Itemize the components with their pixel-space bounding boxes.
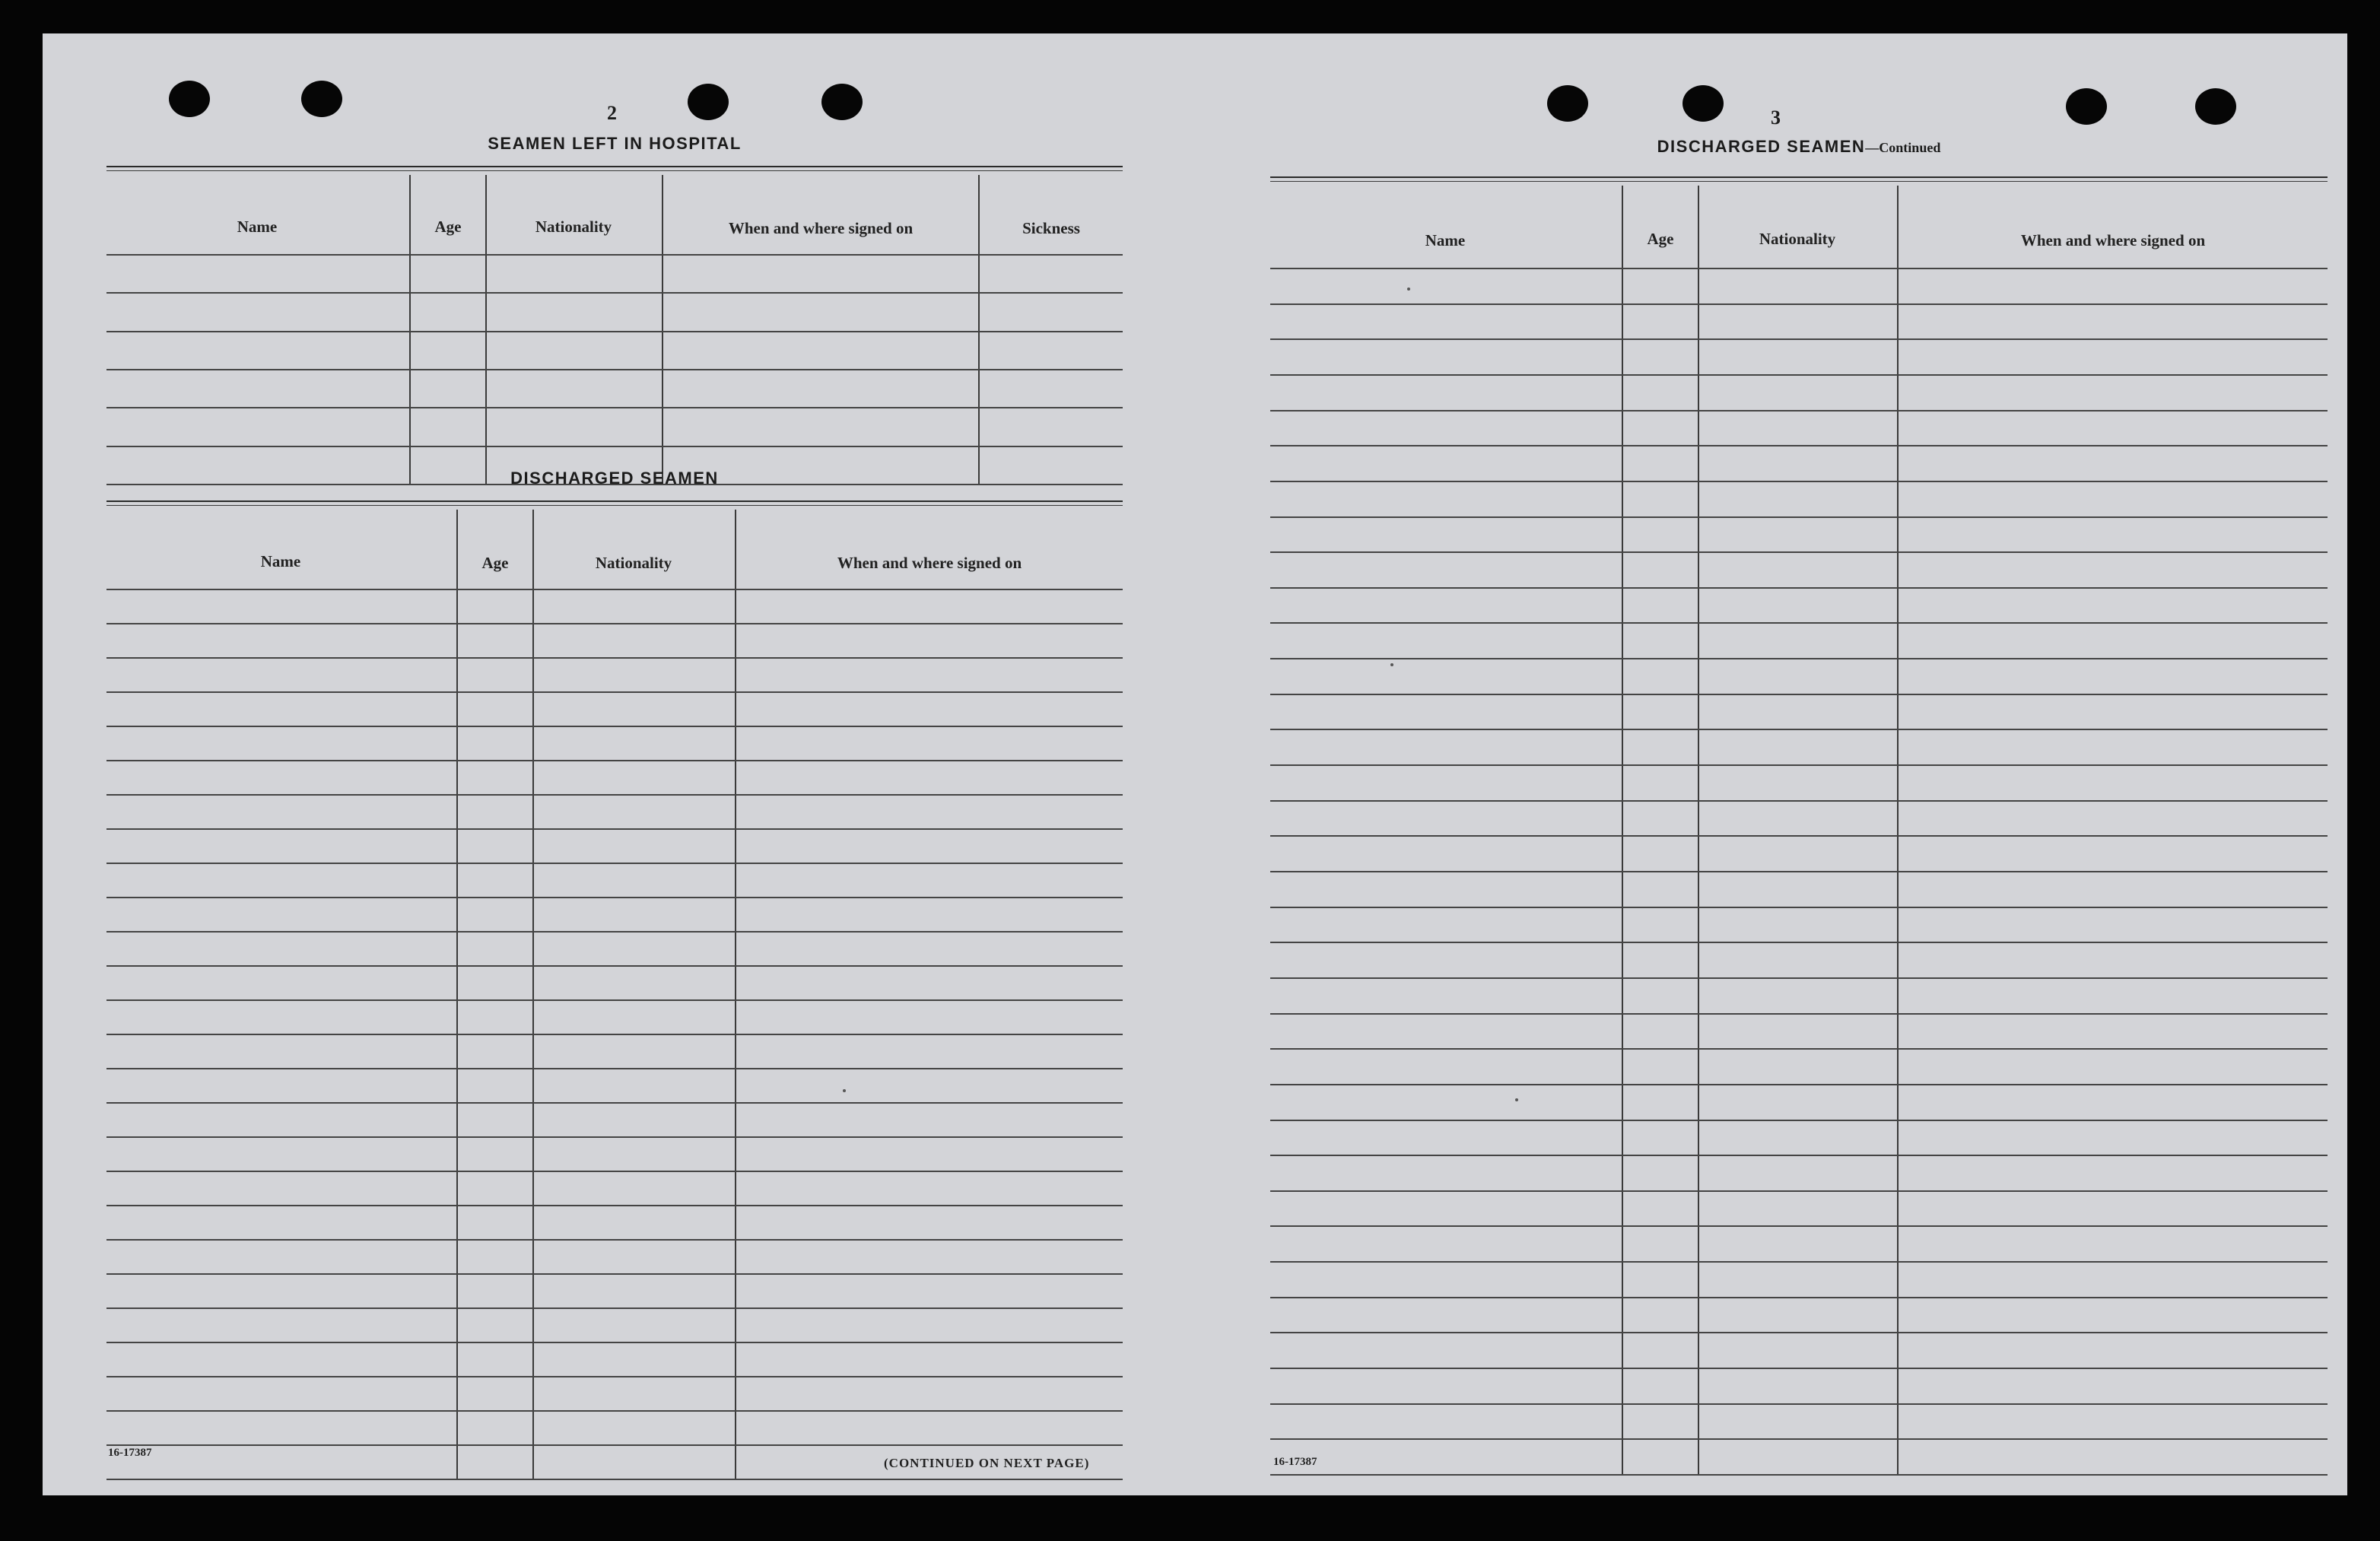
- table-row[interactable]: [106, 1307, 1123, 1309]
- table-row[interactable]: [1270, 445, 2328, 446]
- discharged-table-right: [1270, 186, 2328, 1474]
- punch-hole: [1547, 85, 1588, 122]
- discharged-section-title: DISCHARGED SEAMEN: [510, 469, 719, 488]
- header-underline: [1270, 268, 2328, 269]
- column-divider: [532, 510, 534, 1479]
- col-header-age: Age: [434, 218, 462, 236]
- title-rule: [1270, 176, 2328, 178]
- col-header-signed-on: When and where signed on: [837, 554, 1022, 572]
- form-code-right: 16-17387: [1273, 1456, 1317, 1468]
- hospital-table: [106, 175, 1123, 490]
- page-number-right: 3: [1771, 106, 1781, 129]
- table-row[interactable]: [1270, 1225, 2328, 1227]
- paper-speck: [843, 1089, 846, 1092]
- table-row[interactable]: [106, 863, 1123, 864]
- title-rule: [106, 500, 1123, 502]
- column-divider: [662, 175, 663, 484]
- punch-hole: [821, 84, 863, 120]
- column-divider: [978, 175, 980, 484]
- col-header-signed-on: When and where signed on: [2020, 231, 2206, 249]
- table-row[interactable]: [106, 1205, 1123, 1206]
- table-row[interactable]: [1270, 410, 2328, 411]
- table-row[interactable]: [106, 1376, 1123, 1377]
- table-row[interactable]: [106, 760, 1123, 761]
- table-row[interactable]: [1270, 658, 2328, 659]
- table-row[interactable]: [1270, 1120, 2328, 1121]
- table-row[interactable]: [1270, 303, 2328, 305]
- form-code-left: 16-17387: [108, 1447, 152, 1459]
- title-rule: [106, 166, 1123, 167]
- table-row[interactable]: [106, 1171, 1123, 1172]
- table-row[interactable]: [106, 897, 1123, 898]
- table-row[interactable]: [106, 1136, 1123, 1138]
- table-row[interactable]: [1270, 481, 2328, 482]
- column-divider: [1622, 186, 1623, 1474]
- hospital-section-title: SEAMEN LEFT IN HOSPITAL: [488, 134, 742, 153]
- table-row[interactable]: [106, 691, 1123, 693]
- column-divider: [735, 510, 736, 1479]
- table-row[interactable]: [1270, 694, 2328, 695]
- col-header-age: Age: [1647, 230, 1674, 248]
- col-header-name: Name: [1425, 231, 1466, 249]
- table-row[interactable]: [1270, 1297, 2328, 1298]
- table-row[interactable]: [106, 407, 1123, 408]
- col-header-nationality: Nationality: [595, 554, 672, 572]
- table-row[interactable]: [1270, 516, 2328, 518]
- table-row[interactable]: [1270, 1190, 2328, 1192]
- table-row[interactable]: [106, 999, 1123, 1001]
- punch-hole: [2066, 88, 2107, 125]
- table-row[interactable]: [106, 1239, 1123, 1241]
- table-row[interactable]: [106, 369, 1123, 370]
- table-row[interactable]: [1270, 800, 2328, 802]
- table-row[interactable]: [1270, 1048, 2328, 1050]
- table-row[interactable]: [106, 446, 1123, 447]
- continued-suffix: —Continued: [1865, 140, 1941, 155]
- col-header-nationality: Nationality: [1759, 230, 1836, 248]
- punch-hole: [169, 81, 210, 117]
- punch-hole: [301, 81, 342, 117]
- table-row[interactable]: [106, 1444, 1123, 1446]
- discharged-table-left: [106, 510, 1123, 1480]
- discharged-continued-title: [1270, 137, 2328, 157]
- header-underline: [106, 254, 1123, 256]
- paper-speck: [1515, 1098, 1518, 1101]
- table-row[interactable]: [106, 1273, 1123, 1275]
- table-row[interactable]: [106, 1479, 1123, 1480]
- table-row[interactable]: [1270, 1261, 2328, 1263]
- column-divider: [1897, 186, 1899, 1474]
- table-row[interactable]: [106, 1034, 1123, 1035]
- table-row[interactable]: [1270, 907, 2328, 908]
- table-row[interactable]: [106, 623, 1123, 624]
- table-row[interactable]: [106, 726, 1123, 727]
- table-row[interactable]: [1270, 1403, 2328, 1405]
- col-header-name: Name: [260, 552, 301, 570]
- table-row[interactable]: [1270, 1368, 2328, 1369]
- form-sheet: [43, 33, 2347, 1495]
- column-divider: [485, 175, 487, 484]
- table-row[interactable]: [1270, 977, 2328, 979]
- paper-speck: [1407, 288, 1410, 291]
- table-row[interactable]: [1270, 587, 2328, 589]
- page-number-left: 2: [607, 102, 617, 124]
- punch-hole: [1683, 85, 1724, 122]
- title-rule: [106, 505, 1123, 506]
- table-row[interactable]: [1270, 1474, 2328, 1476]
- header-underline: [106, 589, 1123, 590]
- table-row[interactable]: [106, 1410, 1123, 1412]
- table-row[interactable]: [1270, 374, 2328, 376]
- table-row[interactable]: [1270, 338, 2328, 340]
- title-rule: [106, 170, 1123, 171]
- col-header-signed-on: When and where signed on: [728, 219, 914, 237]
- column-divider: [456, 510, 458, 1479]
- col-header-name: Name: [237, 218, 278, 236]
- table-row[interactable]: [1270, 835, 2328, 837]
- col-header-sickness: Sickness: [1022, 219, 1080, 237]
- discharged-continued-title-text: DISCHARGED SEAMEN: [1657, 137, 1866, 156]
- table-row[interactable]: [1270, 1013, 2328, 1015]
- continued-note: (CONTINUED ON NEXT PAGE): [884, 1456, 1090, 1470]
- table-row[interactable]: [1270, 729, 2328, 730]
- table-row[interactable]: [106, 794, 1123, 796]
- table-row[interactable]: [1270, 871, 2328, 872]
- column-divider: [409, 175, 411, 484]
- table-row[interactable]: [1270, 551, 2328, 553]
- table-row[interactable]: [106, 331, 1123, 332]
- table-row[interactable]: [1270, 942, 2328, 943]
- title-rule: [1270, 181, 2328, 182]
- table-row[interactable]: [106, 1102, 1123, 1104]
- column-divider: [1698, 186, 1699, 1474]
- table-row[interactable]: [106, 828, 1123, 830]
- table-row[interactable]: [106, 965, 1123, 967]
- table-row[interactable]: [106, 292, 1123, 294]
- col-header-age: Age: [481, 554, 509, 572]
- table-row[interactable]: [1270, 1084, 2328, 1085]
- table-row[interactable]: [106, 931, 1123, 933]
- table-row[interactable]: [1270, 1155, 2328, 1156]
- punch-hole: [688, 84, 729, 120]
- table-row[interactable]: [1270, 1438, 2328, 1440]
- table-row[interactable]: [1270, 622, 2328, 624]
- table-row[interactable]: [106, 657, 1123, 659]
- table-row[interactable]: [1270, 1332, 2328, 1333]
- punch-hole: [2195, 88, 2236, 125]
- paper-speck: [1390, 663, 1393, 666]
- table-row[interactable]: [1270, 764, 2328, 766]
- col-header-nationality: Nationality: [535, 218, 612, 236]
- table-row[interactable]: [106, 1068, 1123, 1069]
- table-row[interactable]: [106, 1342, 1123, 1343]
